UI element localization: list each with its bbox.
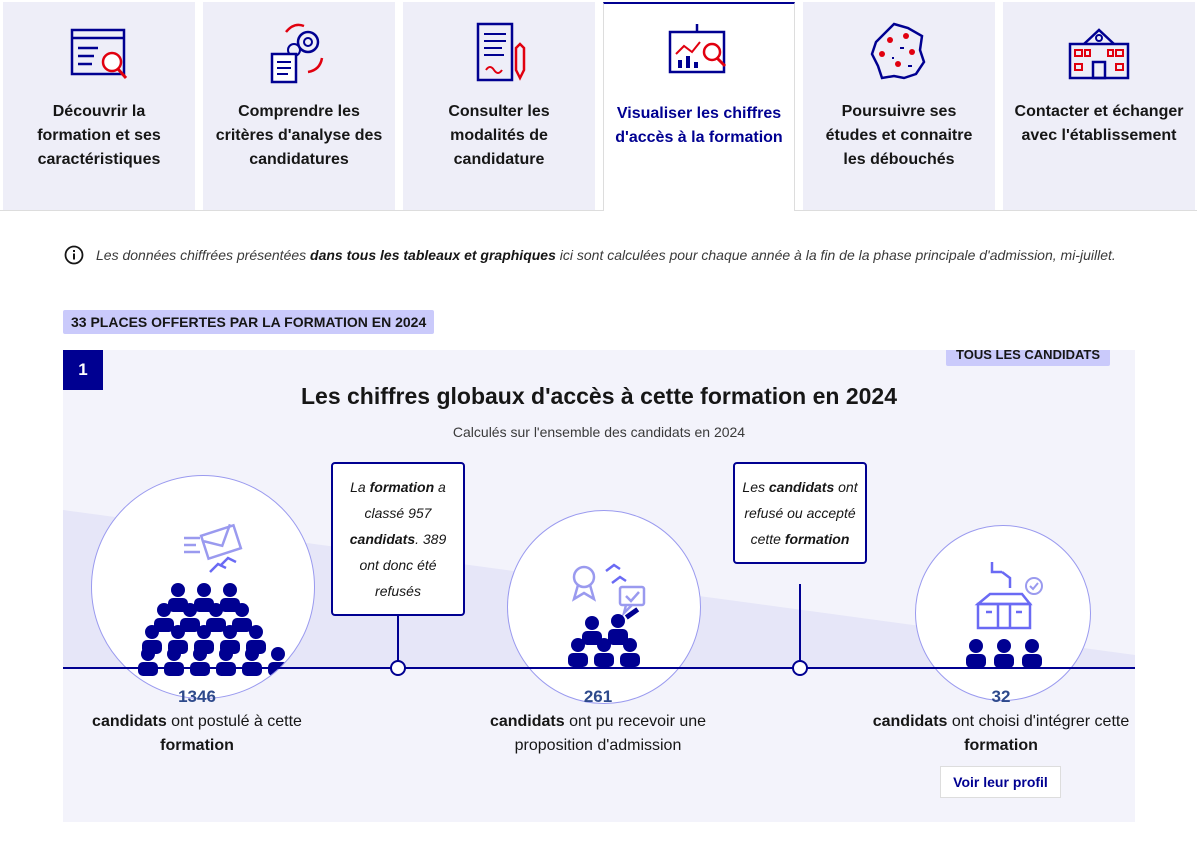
view-profile-button[interactable]: Voir leur profil bbox=[940, 766, 1061, 798]
data-notice bbox=[62, 243, 1122, 267]
ranked-callout: La formation a classé 957 candidats. 389 ont donc été refusés bbox=[331, 462, 465, 616]
browser-search-icon bbox=[64, 18, 134, 88]
document-pen-icon bbox=[464, 18, 534, 88]
applicants-crowd-icon bbox=[92, 476, 315, 699]
tab-label: Visualiser les chiffres d'accès à la formation bbox=[615, 105, 783, 146]
tab-criteres[interactable] bbox=[203, 2, 395, 210]
tab-debouches[interactable] bbox=[803, 2, 995, 210]
tab-label: Poursuivre ses études et connaitre les débouchés bbox=[825, 103, 973, 168]
document-gears-icon bbox=[264, 18, 334, 88]
tab-label: Comprendre les critères d'analyse des candidatures bbox=[215, 103, 383, 168]
school-building-icon bbox=[1064, 18, 1134, 88]
timeline-line bbox=[63, 667, 1135, 669]
tab-label: Contacter et échanger avec l'établissement bbox=[1014, 103, 1184, 144]
enrolled-count: 32 bbox=[991, 687, 1011, 706]
tab-contacter[interactable] bbox=[1003, 2, 1195, 210]
france-map-icon bbox=[864, 18, 934, 88]
timeline-dot bbox=[390, 660, 406, 676]
chart-board-icon bbox=[664, 20, 734, 90]
tab-label: Découvrir la formation et ses caractéristiques bbox=[37, 103, 161, 168]
decision-callout: Les candidats ont refusé ou accepté cette formation bbox=[733, 462, 867, 564]
panel-title: Les chiffres globaux d'accès à cette formation en 2024 bbox=[300, 383, 898, 409]
callout-stem bbox=[799, 584, 801, 661]
section-number-badge: 1 bbox=[63, 350, 103, 390]
timeline-dot bbox=[792, 660, 808, 676]
global-figures-panel bbox=[63, 350, 1135, 822]
notice-text: Les données chiffrées présentées dans tous les tableaux et graphiques ici sont calculées pour chaque année à la fin de la phase principale d'admission, mi-juillet. bbox=[96, 247, 1116, 263]
applicants-stat: 1346 candidats ont postulé à cette formation bbox=[71, 686, 323, 758]
callout-stem bbox=[397, 611, 399, 661]
offers-stat: 261 candidats ont pu recevoir une proposition d'admission bbox=[465, 686, 731, 758]
places-badge: 33 PLACES OFFERTES PAR LA FORMATION EN 2024 bbox=[63, 310, 434, 334]
tab-modalites[interactable] bbox=[403, 2, 595, 210]
offers-count: 261 bbox=[583, 687, 613, 706]
enrolled-stat: 32 candidats ont choisi d'intégrer cette formation bbox=[872, 687, 1130, 754]
enrolled-group-icon bbox=[916, 526, 1091, 701]
info-icon bbox=[64, 245, 84, 265]
offers-circle bbox=[507, 510, 701, 704]
tab-bar bbox=[0, 0, 1197, 211]
enrolled-circle bbox=[915, 525, 1091, 701]
offers-group-icon bbox=[508, 511, 701, 704]
tab-chiffres[interactable] bbox=[603, 2, 795, 211]
applicants-circle bbox=[91, 475, 315, 699]
applicants-count: 1346 bbox=[178, 687, 216, 706]
tab-label: Consulter les modalités de candidature bbox=[448, 103, 550, 168]
audience-badge: TOUS LES CANDIDATS bbox=[946, 350, 1110, 366]
tab-decouvrir[interactable] bbox=[3, 2, 195, 210]
panel-subtitle: Calculés sur l'ensemble des candidats en 2024 bbox=[452, 424, 746, 440]
